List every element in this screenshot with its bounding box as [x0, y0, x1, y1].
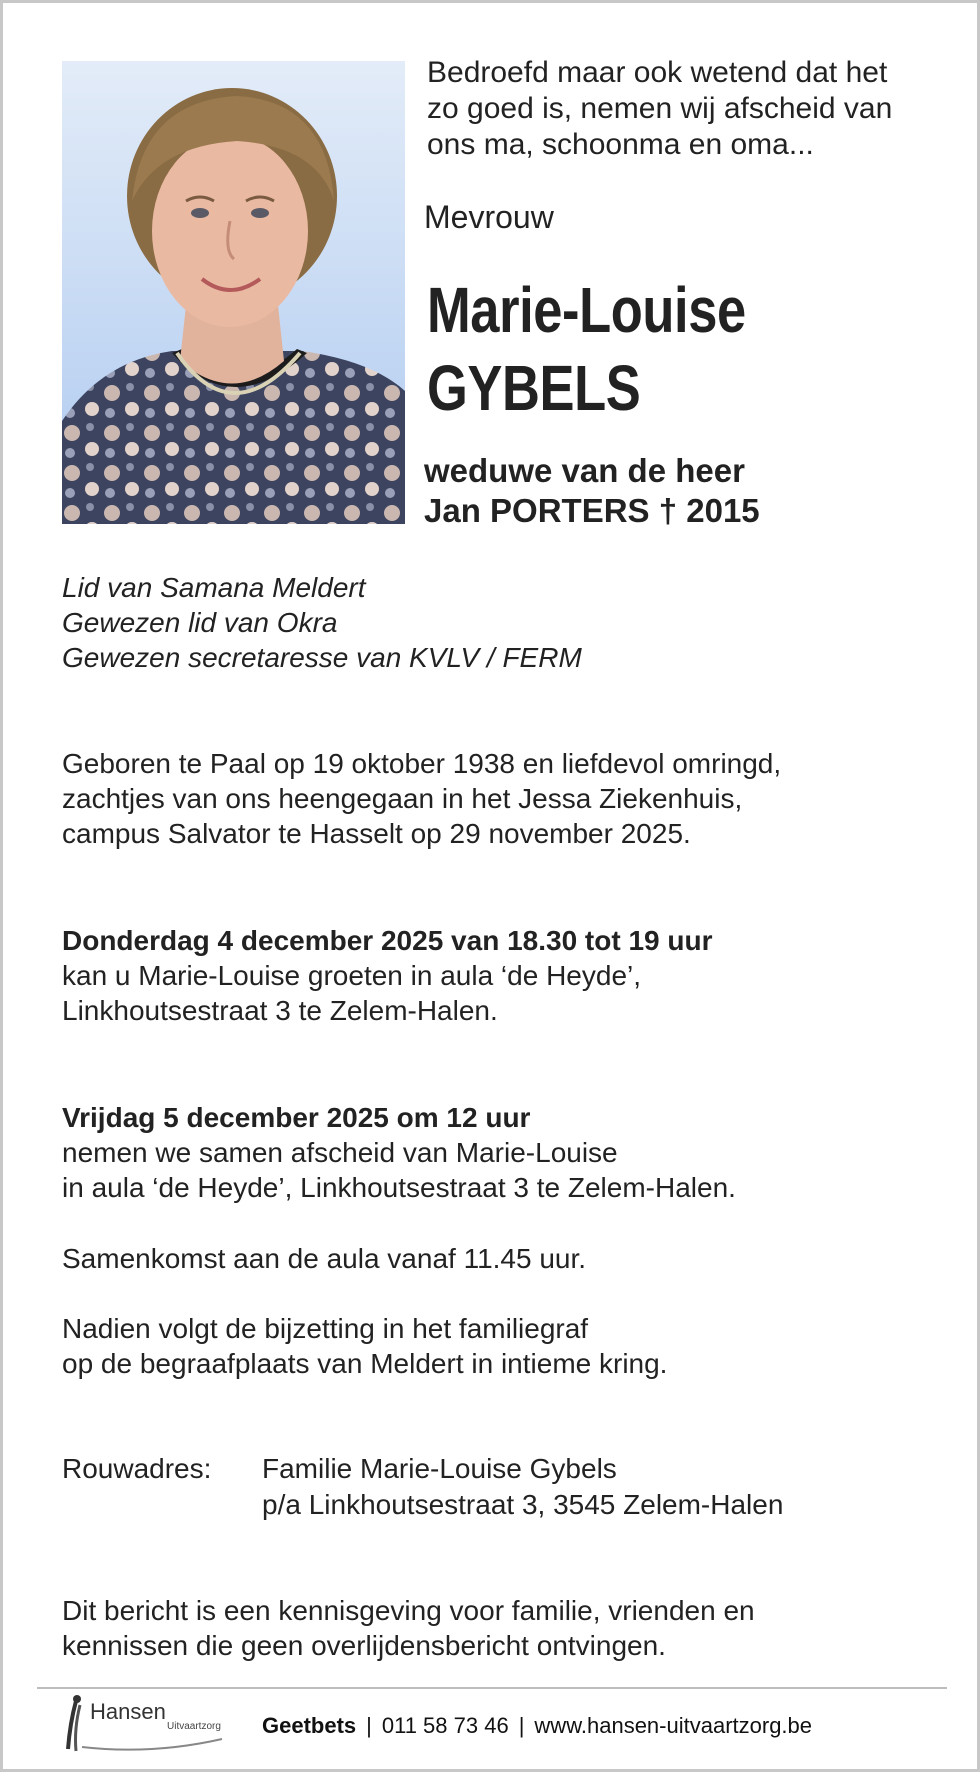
- paragraph-line: in aula ‘de Heyde’, Linkhoutsestraat 3 te Zelem-Halen.: [62, 1172, 736, 1203]
- paragraph-line: Geboren te Paal op 19 oktober 1938 en liefdevol omringd,: [62, 748, 782, 779]
- first-name: Marie-Louise: [427, 274, 746, 346]
- contact-info: [262, 1713, 812, 1739]
- paragraph-line: kennissen die geen overlijdensbericht ontvingen.: [62, 1630, 666, 1661]
- deceased-name: [427, 271, 746, 427]
- paragraph-line: Nadien volgt de bijzetting in het familiegraf: [62, 1313, 589, 1344]
- website-link[interactable]: www.hansen-uitvaartzorg.be: [534, 1713, 813, 1738]
- funeral-paragraph: [62, 1100, 736, 1205]
- paragraph-line: Samenkomst aan de aula vanaf 11.45 uur.: [62, 1243, 587, 1274]
- visitation-heading: Donderdag 4 december 2025 van 18.30 tot 19 uur: [62, 925, 713, 956]
- paragraph-line: Linkhoutsestraat 3 te Zelem-Halen.: [62, 995, 498, 1026]
- last-name: GYBELS: [427, 352, 641, 424]
- paragraph-line: Dit bericht is een kennisgeving voor familie, vrienden en: [62, 1595, 755, 1626]
- gathering-paragraph: [62, 1241, 586, 1276]
- funeral-home-logo: [62, 1693, 237, 1755]
- mourning-address-label: Rouwadres:: [62, 1453, 212, 1484]
- address-line: p/a Linkhoutsestraat 3, 3545 Zelem-Halen: [262, 1489, 784, 1520]
- membership-line: Gewezen lid van Okra: [62, 607, 338, 638]
- memberships: [62, 570, 582, 675]
- logo-name: Hansen: [90, 1699, 166, 1724]
- intro-text: [427, 55, 947, 163]
- paragraph-line: campus Salvator te Hasselt op 29 november 2025.: [62, 818, 691, 849]
- membership-line: Lid van Samana Meldert: [62, 572, 366, 603]
- widow-line: weduwe van de heer: [424, 452, 745, 489]
- footer: [62, 1693, 952, 1757]
- separator: |: [366, 1713, 372, 1738]
- paragraph-line: op de begraafplaats van Meldert in intieme kring.: [62, 1348, 668, 1379]
- salutation: Mevrouw: [424, 199, 554, 235]
- intro-line: zo goed is, nemen wij afscheid van: [427, 92, 893, 125]
- membership-line: Gewezen secretaresse van KVLV / FERM: [62, 642, 582, 673]
- visitation-paragraph: [62, 923, 712, 1028]
- intro-line: Bedroefd maar ook wetend dat het: [427, 56, 888, 89]
- funeral-heading: Vrijdag 5 december 2025 om 12 uur: [62, 1102, 531, 1133]
- mourning-address: [262, 1451, 783, 1523]
- portrait-photo: [62, 61, 405, 524]
- widow-statement: [424, 451, 760, 531]
- paragraph-line: zachtjes van ons heengegaan in het Jessa Ziekenhuis,: [62, 783, 743, 814]
- notice-paragraph: [62, 1593, 755, 1663]
- paragraph-line: nemen we samen afscheid van Marie-Louise: [62, 1137, 618, 1168]
- widow-line: Jan PORTERS † 2015: [424, 492, 760, 529]
- footer-town: Geetbets: [262, 1713, 357, 1738]
- address-line: Familie Marie-Louise Gybels: [262, 1453, 617, 1484]
- footer-divider: [37, 1687, 947, 1689]
- burial-paragraph: [62, 1311, 667, 1381]
- logo-subtitle: Uitvaartzorg: [167, 1721, 221, 1732]
- birth-and-death-paragraph: [62, 746, 781, 851]
- intro-line: ons ma, schoonma en oma...: [427, 128, 814, 161]
- separator: |: [518, 1713, 525, 1738]
- phone-number[interactable]: 011 58 73 46: [381, 1713, 509, 1738]
- paragraph-line: kan u Marie-Louise groeten in aula ‘de Heyde’,: [62, 960, 642, 991]
